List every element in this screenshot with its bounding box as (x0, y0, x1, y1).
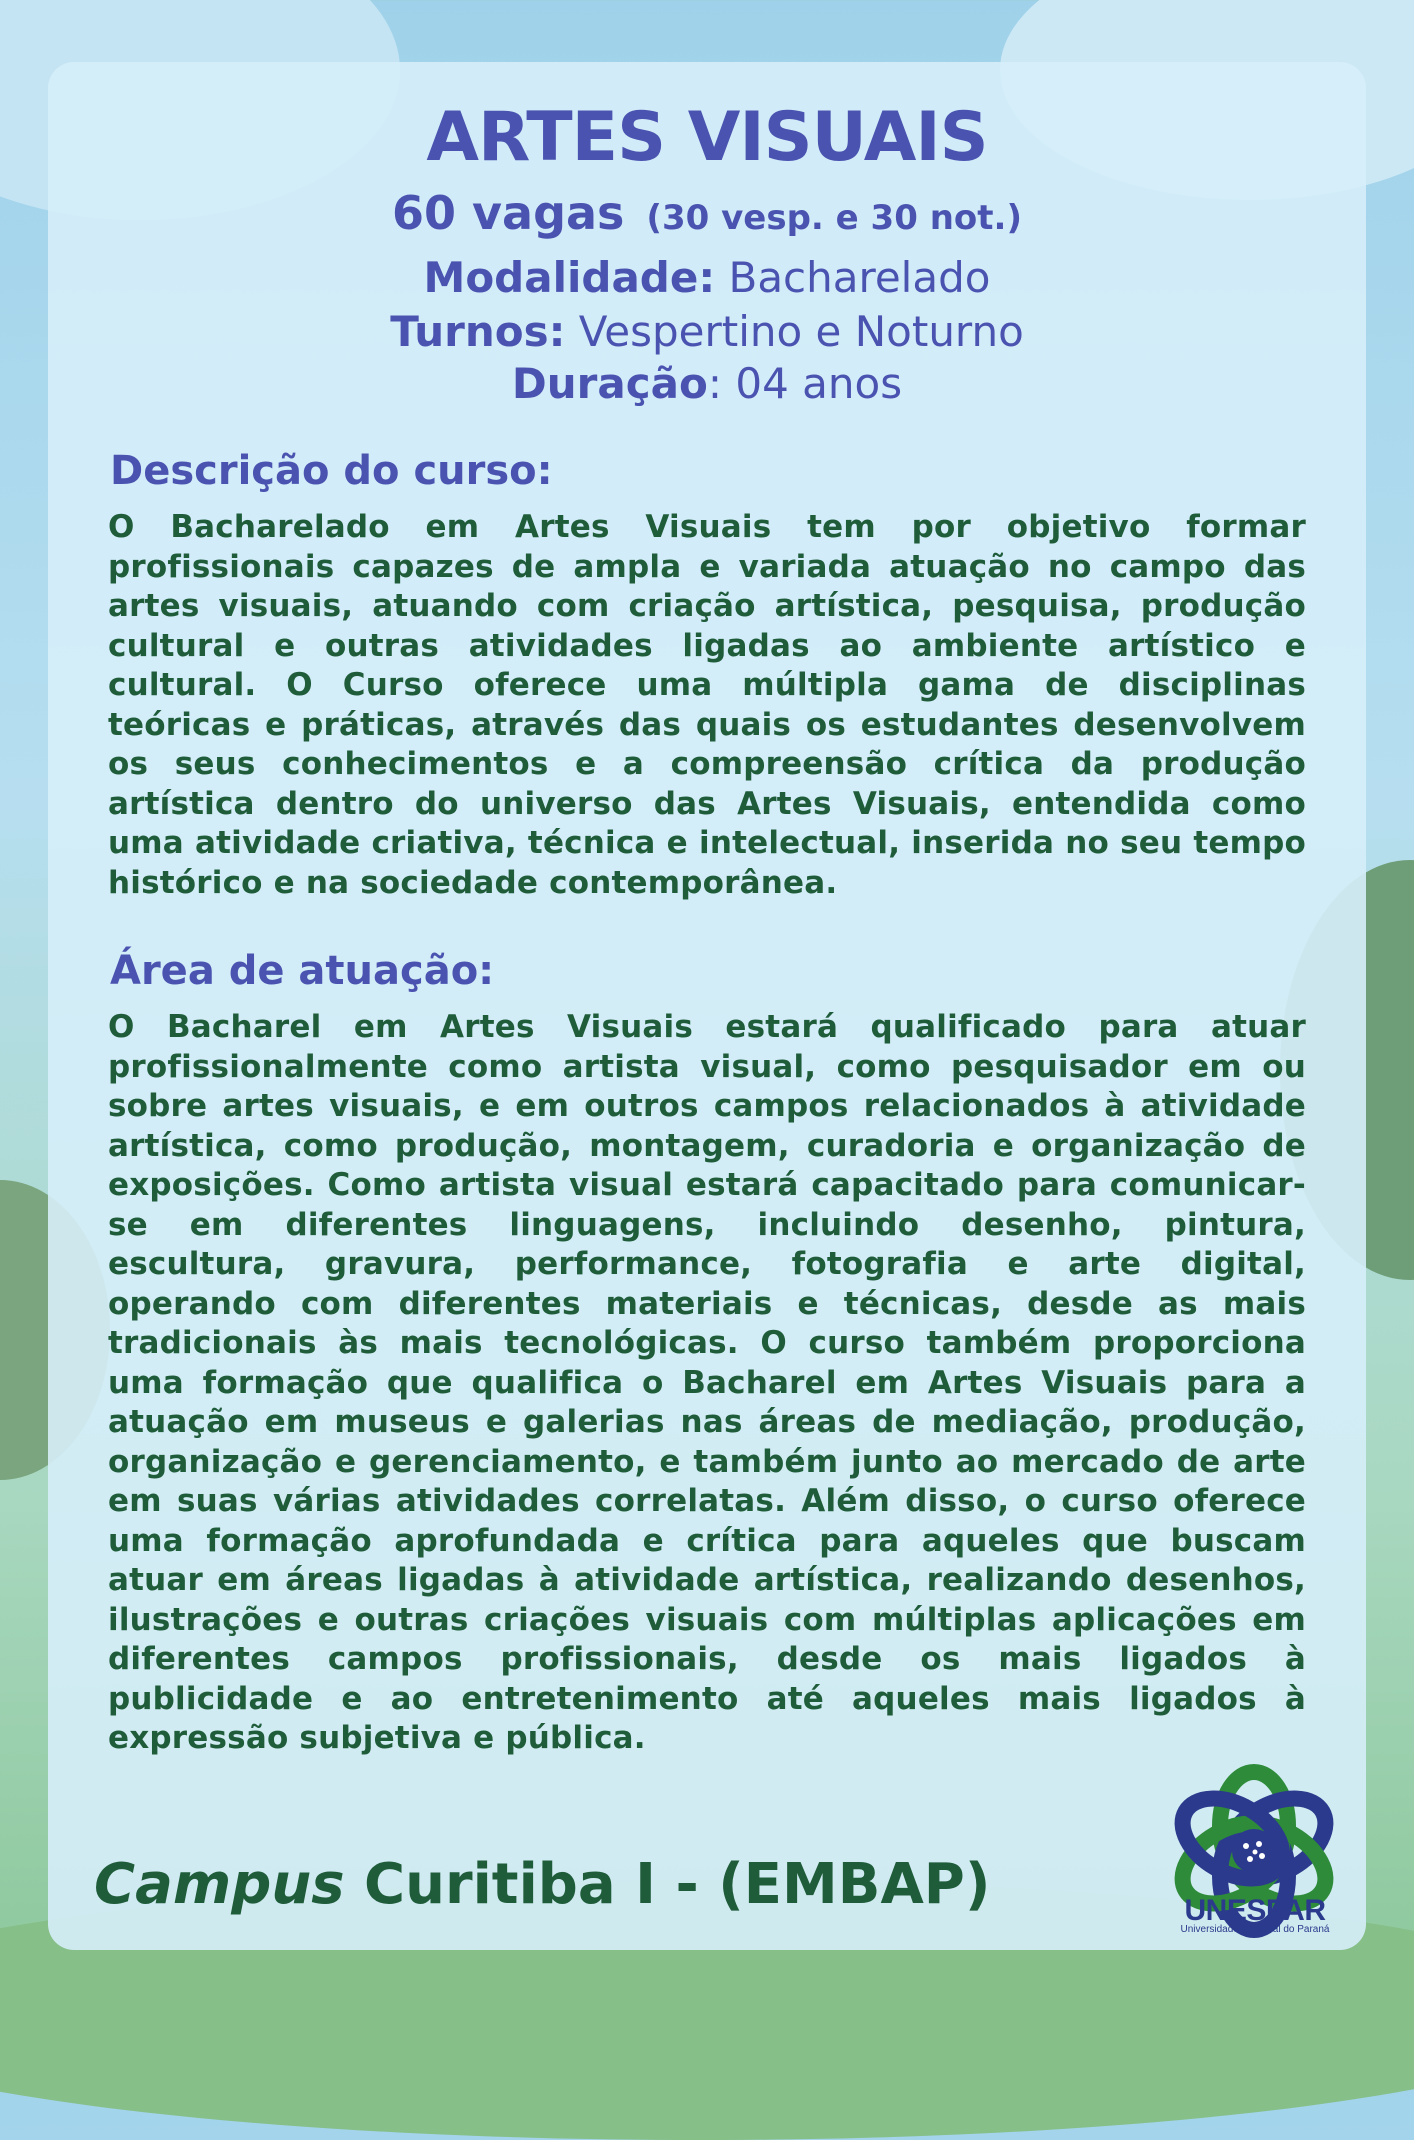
logo-name: UNESPAR (1184, 1894, 1326, 1927)
page-title: ARTES VISUAIS (426, 98, 988, 177)
duracao-value: : 04 anos (707, 359, 903, 408)
modalidade-value: Bacharelado (728, 253, 991, 302)
turnos-line (0, 306, 1414, 358)
area-heading: Área de atuação: (110, 948, 495, 994)
area-text: O Bacharel em Artes Visuais estará qualificado para atuar profissionalmente como artista visual, como pesquisador em ou sobre artes visuais, e em outros campos relacionados à atividade artística, como produção, montagem, curadoria e organização de exposições. Como artista visual estará capacitado para comunicar-se em diferentes linguagens, incluindo desenho, pintura, escultura, gravura, performance, fotografia e arte digital, operando com diferentes materiais e técnicas, desde as mais tradicionais às mais tecnológicas. O curso também proporciona uma formação que qualifica o Bacharel em Artes Visuais para a atuação em museus e galerias nas áreas de mediação, produção, organização e gerenciamento, e também junto ao mercado de arte em suas várias atividades correlatas. Além disso, o curso oferece uma formação aprofundada e crítica para aqueles que buscam atuar em áreas ligadas à atividade artística, realizando desenhos, ilustrações e outras criações visuais com múltiplas aplicações em diferentes campos profissionais, desde os mais ligados à publicidade e ao entretenimento até aqueles mais ligados à expressão subjetiva e pública. (108, 1009, 1306, 1756)
duracao-label: Duração (511, 359, 708, 408)
campus-name (94, 1852, 990, 1917)
campus-italic: Campus (94, 1852, 345, 1917)
vagas-detail: (30 vesp. e 30 not.) (646, 198, 1022, 238)
turnos-label: Turnos: (390, 307, 566, 356)
vagas-count: 60 vagas (392, 186, 625, 240)
campus-rest: Curitiba I - (EMBAP) (344, 1852, 991, 1917)
turnos-value: Vespertino e Noturno (578, 307, 1024, 356)
vagas-line (0, 186, 1414, 240)
descricao-heading: Descrição do curso: (110, 448, 553, 494)
duracao-line (0, 358, 1414, 410)
modalidade-label: Modalidade: (423, 253, 716, 302)
modalidade-line (0, 252, 1414, 304)
descricao-text: O Bacharelado em Artes Visuais tem por objetivo formar profissionais capazes de ampla e variada atuação no campo das artes visuais, atuando com criação artística, pesquisa, produção cultural e outras atividades ligadas ao ambiente artístico e cultural. O Curso oferece uma múltipla gama de disciplinas teóricas e práticas, através das quais os estudantes desenvolvem os seus conhecimentos e a compreensão crítica da produção artística dentro do universo das Artes Visuais, entendida como uma atividade criativa, técnica e intelectual, inserida no seu tempo histórico e na sociedade contemporânea. (108, 509, 1306, 901)
logo-subtitle: Universidade Estadual do Paraná (1180, 1924, 1330, 1935)
